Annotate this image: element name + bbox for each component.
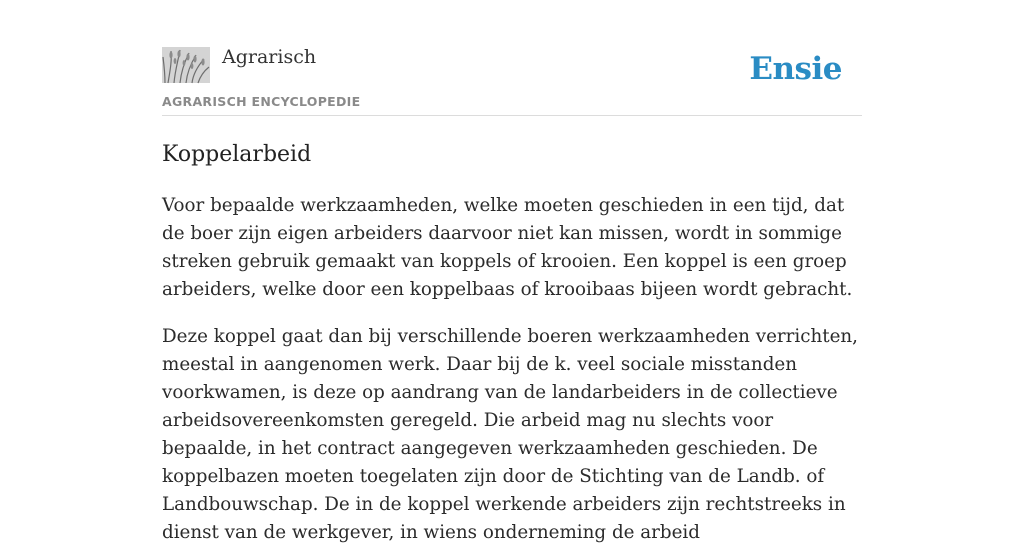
- header: [162, 0, 862, 116]
- brand-logo[interactable]: Ensie: [749, 51, 842, 87]
- article-paragraph: Deze koppel gaat dan bij verschillende boeren werkzaamheden verrichten, meestal in aangenomen werk. Daar bij de k. veel sociale misstanden voorkwamen, is deze op aandrang van de landarbeiders in de collectieve arbeidsovereenkomsten geregeld. Die arbeid mag nu slechts voor bepaalde, in het contract aangegeven werkzaamheden geschieden. De koppelbazen moeten toegelaten zijn door de Stichting van de Landb. of Landbouwschap. De in de koppel werkende arbeiders zijn rechtstreeks in dienst van de werkgever, in wiens onderneming de arbeid: [162, 326, 858, 543]
- source-name[interactable]: Agrarisch: [222, 46, 317, 68]
- wheat-image-icon[interactable]: [162, 47, 210, 83]
- article-paragraph: Voor bepaalde werkzaamheden, welke moeten geschieden in een tijd, dat de boer zijn eigen arbeiders daarvoor niet kan missen, wordt in sommige streken gebruik gemaakt van koppels of krooien. Een koppel is een groep arbeiders, welke door een koppelbaas of krooibaas bijeen wordt gebracht.: [162, 195, 853, 300]
- article: [162, 138, 862, 547]
- source-subtitle[interactable]: AGRARISCH ENCYCLOPEDIE: [162, 94, 361, 109]
- article-title: Koppelarbeid: [162, 142, 312, 167]
